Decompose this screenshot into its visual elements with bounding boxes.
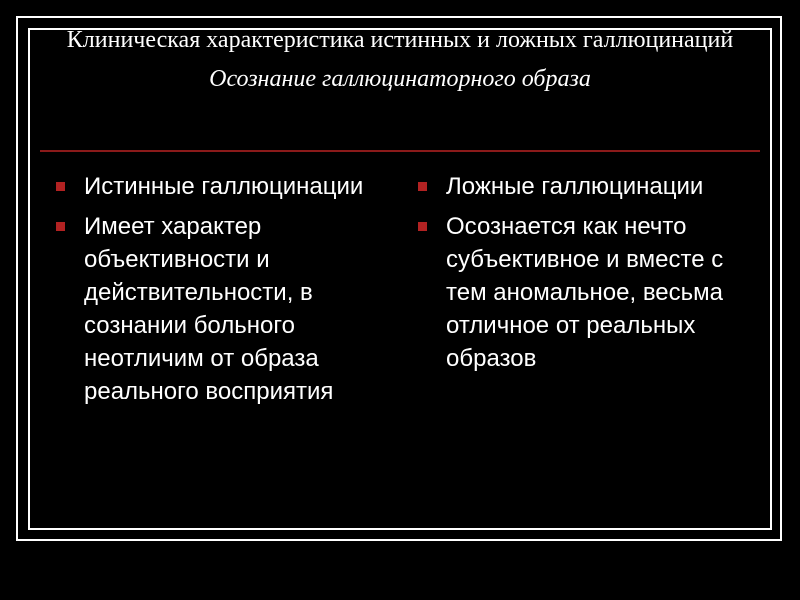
title-divider bbox=[40, 150, 760, 152]
left-column bbox=[56, 170, 386, 415]
list-item bbox=[418, 210, 763, 375]
slide-title: Клиническая характеристика истинных и ложных галлюцинаций bbox=[66, 27, 734, 53]
right-column-description: Осознается как нечто субъективное и вместе с тем аномальное, весьма отличное от реальных образов bbox=[446, 213, 724, 372]
right-column bbox=[418, 170, 763, 382]
square-bullet-icon bbox=[418, 182, 427, 191]
left-column-heading: Истинные галлюцинации bbox=[84, 173, 364, 200]
list-item bbox=[56, 210, 386, 408]
right-column-heading: Ложные галлюцинации bbox=[446, 173, 704, 200]
left-column-description: Имеет характер объективности и действительности, в сознании больного неотличим от образа реального восприятия bbox=[84, 213, 334, 405]
slide-subtitle: Осознание галлюцинаторного образа bbox=[209, 66, 591, 92]
list-item bbox=[56, 170, 386, 203]
square-bullet-icon bbox=[56, 182, 65, 191]
list-item bbox=[418, 170, 763, 203]
square-bullet-icon bbox=[418, 222, 427, 231]
square-bullet-icon bbox=[56, 222, 65, 231]
title-block bbox=[40, 27, 760, 93]
